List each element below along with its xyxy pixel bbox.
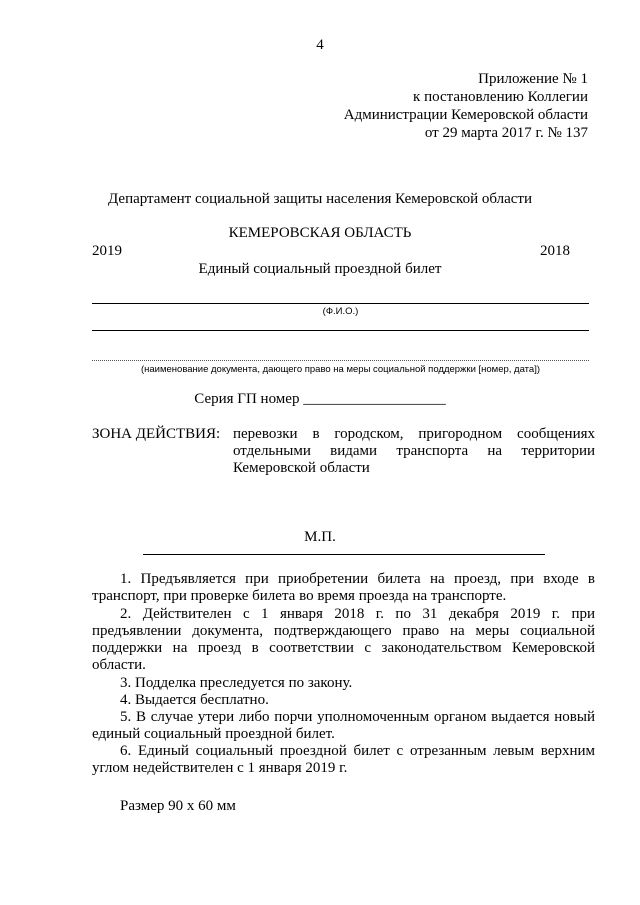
rule-3: 3. Подделка преследуется по закону.	[120, 675, 353, 691]
ticket-title: Единый социальный проездной билет	[198, 261, 442, 277]
document-line	[92, 360, 589, 361]
appendix-line-3: Администрации Кемеровской области	[343, 107, 588, 123]
stamp-placeholder: М.П.	[304, 529, 336, 545]
size-note: Размер 90 х 60 мм	[120, 798, 236, 814]
fio-line	[92, 303, 589, 304]
blank-line	[92, 330, 589, 331]
region-title: КЕМЕРОВСКАЯ ОБЛАСТЬ	[228, 225, 412, 241]
fio-caption: (Ф.И.О.)	[322, 306, 359, 317]
year-left: 2019	[92, 243, 122, 259]
rule-4: 4. Выдается бесплатно.	[120, 692, 269, 708]
rule-6: 6. Единый социальный проездной билет с отрезанным левым верхним углом недействителен с 1 января 2019 г.	[92, 743, 595, 776]
page-number: 4	[316, 37, 324, 53]
department-title: Департамент социальной защиты населения Кемеровской области	[108, 191, 532, 207]
zone-text: перевозки в городском, пригородном сообщениях отдельными видами транспорта на территории Кемеровской области	[233, 426, 595, 476]
year-right: 2018	[540, 243, 570, 259]
appendix-line-4: от 29 марта 2017 г. № 137	[424, 125, 588, 141]
rule-2: 2. Действителен с 1 января 2018 г. по 31 декабря 2019 г. при предъявлении документа, подтверждающего право на меры социальной поддержки на проезд в соответствии с законодательством Кемеровской области.	[92, 606, 595, 673]
rule-5: 5. В случае утери либо порчи уполномоченным органом выдается новый единый социальный проездной билет.	[92, 709, 595, 742]
appendix-line-1: Приложение № 1	[478, 71, 588, 87]
series-number: Серия ГП номер ___________________	[194, 391, 446, 407]
rule-1: 1. Предъявляется при приобретении билета на проезд, при входе в транспорт, при проверке билета во время проезда на транспорте.	[92, 571, 595, 604]
zone-label: ЗОНА ДЕЙСТВИЯ:	[92, 426, 221, 442]
signature-line	[143, 554, 545, 555]
appendix-line-2: к постановлению Коллегии	[413, 89, 588, 105]
document-caption: (наименование документа, дающего право на меры социальной поддержки [номер, дата])	[140, 364, 541, 375]
appendix-header	[288, 70, 588, 142]
